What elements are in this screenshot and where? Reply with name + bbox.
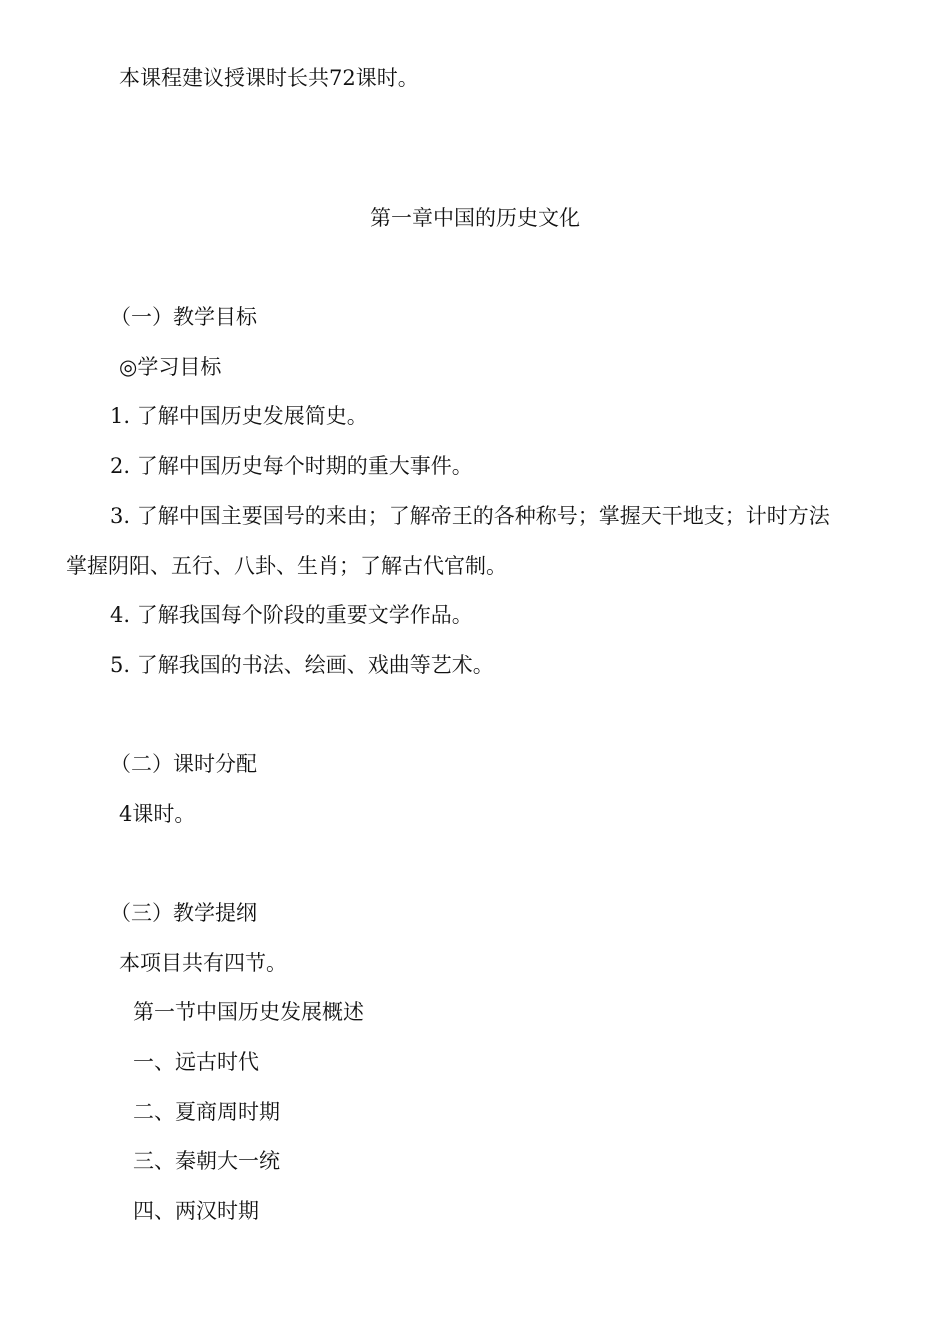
section-heading-hours: （二）课时分配 [110,752,257,776]
outline-item: 二、夏商周时期 [133,1100,280,1124]
section-heading-outline: （三）教学提纲 [110,901,257,925]
list-item: 4. 了解我国每个阶段的重要文学作品。 [110,603,473,627]
list-item: 3. 了解中国主要国号的来由；了解帝王的各种称号；掌握天干地支；计时方法 [110,504,830,528]
intro-paragraph: 本课程建议授课时长共72课时。 [119,66,419,90]
chapter-title: 第一章中国的历史文化 [370,206,580,230]
list-item: 1. 了解中国历史发展简史。 [110,404,368,428]
hours-text: 4课时。 [119,802,196,826]
outline-item: 四、两汉时期 [133,1199,259,1223]
outline-item: 三、秦朝大一统 [133,1149,280,1173]
list-item-continuation: 掌握阴阳、五行、八卦、生肖；了解古代官制。 [66,554,507,578]
outline-item: 一、远古时代 [133,1050,259,1074]
list-item: 2. 了解中国历史每个时期的重大事件。 [110,454,473,478]
list-item: 5. 了解我国的书法、绘画、戏曲等艺术。 [110,653,494,677]
outline-summary: 本项目共有四节。 [119,951,287,975]
section-heading-objectives: （一）教学目标 [110,305,257,329]
subheading-learning-goals: ◎学习目标 [119,355,222,379]
lesson-title: 第一节中国历史发展概述 [133,1000,364,1024]
